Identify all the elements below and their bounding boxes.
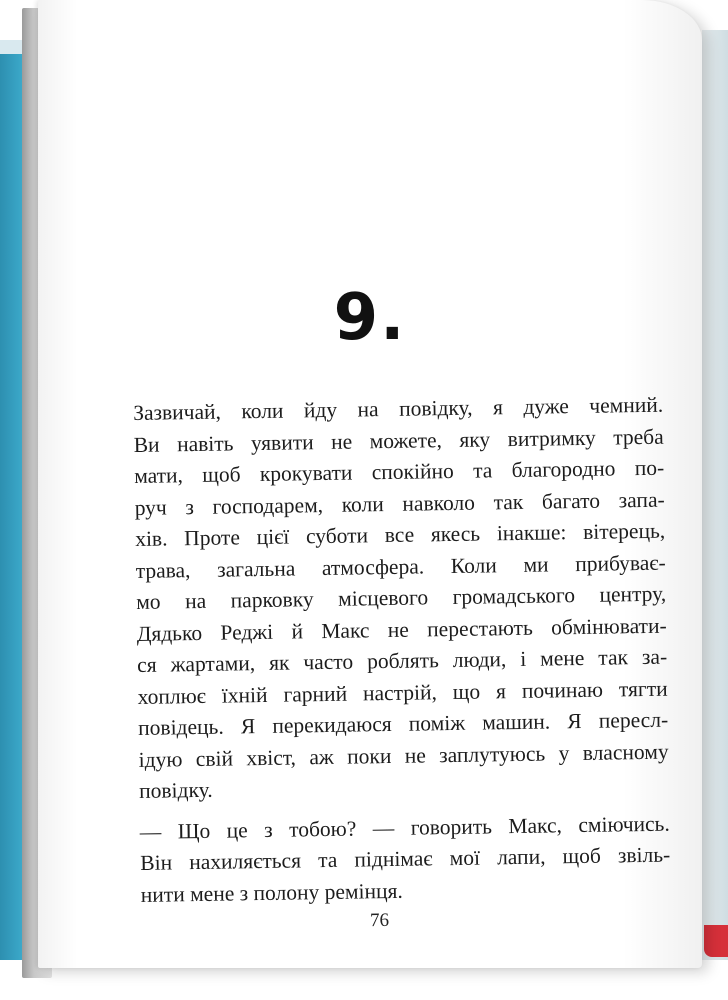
paragraph xyxy=(133,390,669,808)
text-line: Він нахиляється та піднімає мої лапи, щоб звіль- xyxy=(140,842,671,875)
text-line: руч з господарем, коли навколо так багато запа- xyxy=(134,487,665,520)
text-line: мо на парковку місцевого громадського центру, xyxy=(136,581,667,614)
text-line: повідець. Я перекидаюся поміж машин. Я пересл- xyxy=(137,707,669,740)
text-line: повідку. xyxy=(138,777,213,803)
book-cover-right-edge xyxy=(702,30,728,960)
text-line: — Що це з тобою? — говорить Макс, сміючись. xyxy=(139,811,670,844)
text-line: Зазвичай, коли йду на повідку, я дуже чемний. xyxy=(133,392,664,425)
book-cover-red-accent xyxy=(704,925,728,957)
text-line: хоплює їхній гарний настрій, що я починаю тягти xyxy=(137,676,668,709)
chapter-number: 9. xyxy=(333,281,407,355)
paragraph xyxy=(140,808,671,911)
page-number: 76 xyxy=(369,909,390,932)
text-line: нити мене з полону ремінця. xyxy=(140,878,403,907)
text-line: Ви навіть уявити не можете, яку витримку треба xyxy=(133,424,664,457)
text-line: мати, щоб крокувати спокійно та благородно по- xyxy=(134,455,665,488)
text-line: хів. Проте цієї суботи все якесь інакше: вітерець, xyxy=(135,518,666,551)
page-body-text xyxy=(133,390,671,911)
text-line: трава, загальна атмосфера. Коли ми прибуває- xyxy=(135,550,666,583)
text-line: Дядько Реджі й Макс не перестають обмінювати- xyxy=(136,613,667,646)
text-line: ся жартами, як часто роблять люди, і мене так за- xyxy=(137,644,668,677)
text-line: ідую свій хвіст, аж поки не заплутуюсь у власному xyxy=(138,739,669,772)
